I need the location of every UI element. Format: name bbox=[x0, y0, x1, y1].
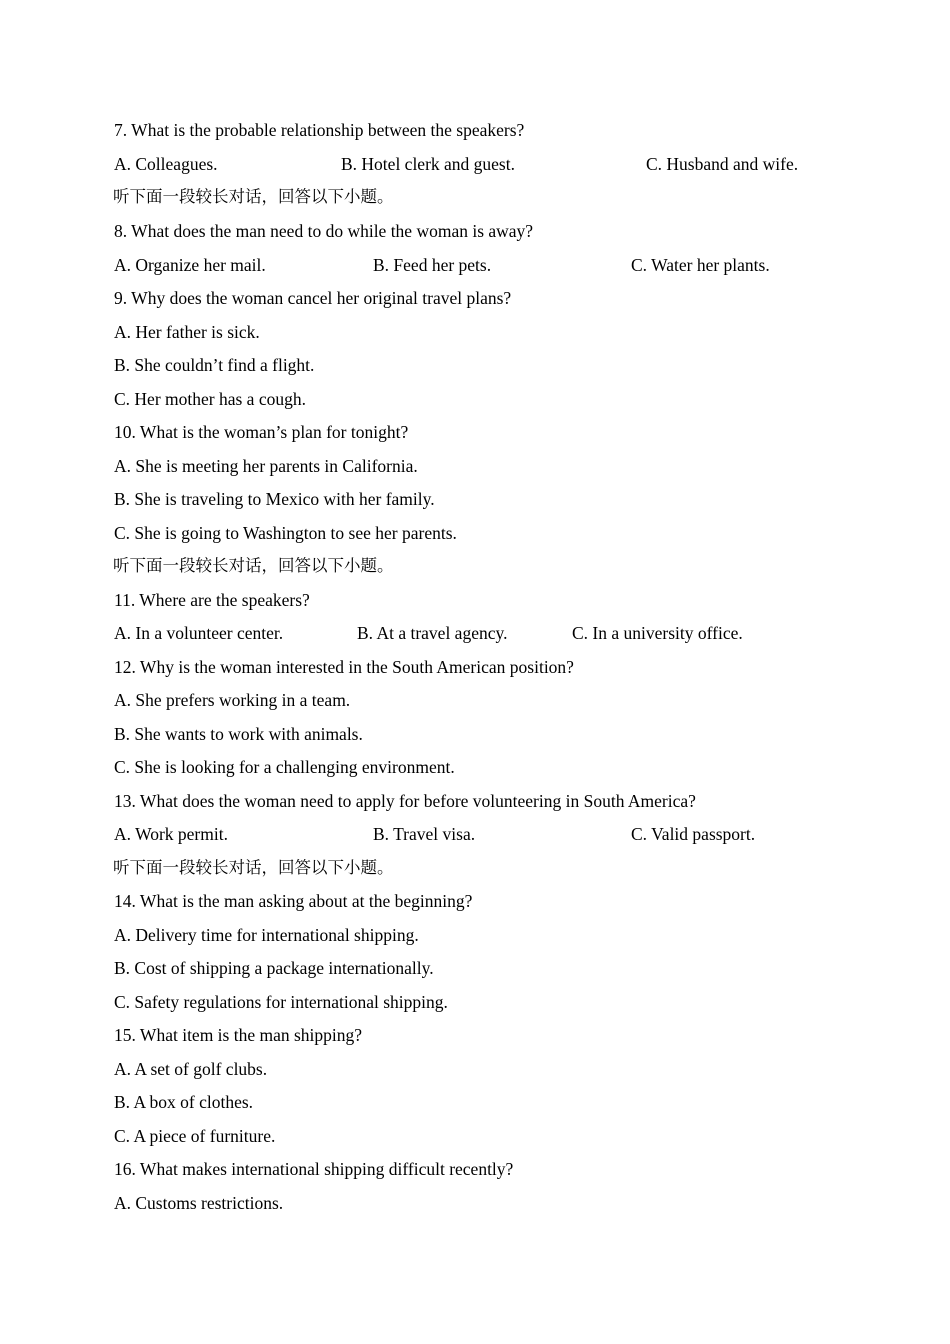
q15-option-c: C. A piece of furniture. bbox=[114, 1126, 276, 1146]
q10-option-c: C. She is going to Washington to see her parents. bbox=[114, 523, 457, 543]
q9-option-b: B. She couldn’t find a flight. bbox=[114, 355, 315, 375]
question-13-options bbox=[114, 822, 834, 846]
q9-option-c: C. Her mother has a cough. bbox=[114, 389, 306, 409]
q14-option-a: A. Delivery time for international shipping. bbox=[114, 925, 419, 945]
q13-option-c: C. Valid passport. bbox=[631, 824, 756, 844]
question-9: 9. Why does the woman cancel her original travel plans? bbox=[114, 288, 512, 308]
q12-option-b: B. She wants to work with animals. bbox=[114, 724, 363, 744]
section-instruction: 听下面一段较长对话，回答以下小题。 bbox=[113, 556, 394, 575]
question-7: 7. What is the probable relationship between the speakers? bbox=[114, 120, 525, 140]
q8-option-b: B. Feed her pets. bbox=[373, 255, 492, 275]
q13-option-a: A. Work permit. bbox=[114, 824, 228, 844]
section-instruction: 听下面一段较长对话，回答以下小题。 bbox=[113, 858, 394, 877]
question-8: 8. What does the man need to do while the woman is away? bbox=[114, 221, 534, 241]
q13-option-b: B. Travel visa. bbox=[373, 824, 476, 844]
q11-option-a: A. In a volunteer center. bbox=[114, 623, 284, 643]
q9-option-a: A. Her father is sick. bbox=[114, 322, 260, 342]
q15-option-a: A. A set of golf clubs. bbox=[114, 1059, 268, 1079]
q10-option-b: B. She is traveling to Mexico with her family. bbox=[114, 489, 435, 509]
question-16: 16. What makes international shipping difficult recently? bbox=[114, 1159, 514, 1179]
question-10: 10. What is the woman’s plan for tonight? bbox=[114, 422, 409, 442]
question-12: 12. Why is the woman interested in the South American position? bbox=[114, 657, 574, 677]
question-15: 15. What item is the man shipping? bbox=[114, 1025, 363, 1045]
section-instruction: 听下面一段较长对话，回答以下小题。 bbox=[113, 187, 394, 206]
q11-option-c: C. In a university office. bbox=[572, 623, 743, 643]
question-7-options bbox=[114, 152, 834, 176]
q7-option-a: A. Colleagues. bbox=[114, 154, 218, 174]
question-14: 14. What is the man asking about at the beginning? bbox=[114, 891, 473, 911]
q14-option-c: C. Safety regulations for international shipping. bbox=[114, 992, 448, 1012]
q10-option-a: A. She is meeting her parents in California. bbox=[114, 456, 418, 476]
q12-option-c: C. She is looking for a challenging environment. bbox=[114, 757, 455, 777]
q8-option-c: C. Water her plants. bbox=[631, 255, 770, 275]
question-11: 11. Where are the speakers? bbox=[114, 590, 310, 610]
question-8-options bbox=[114, 253, 834, 277]
q7-option-c: C. Husband and wife. bbox=[646, 154, 799, 174]
question-11-options bbox=[114, 621, 834, 645]
q7-option-b: B. Hotel clerk and guest. bbox=[341, 154, 515, 174]
q15-option-b: B. A box of clothes. bbox=[114, 1092, 254, 1112]
q16-option-a: A. Customs restrictions. bbox=[114, 1193, 284, 1213]
q14-option-b: B. Cost of shipping a package internationally. bbox=[114, 958, 434, 978]
q8-option-a: A. Organize her mail. bbox=[114, 255, 266, 275]
q12-option-a: A. She prefers working in a team. bbox=[114, 690, 351, 710]
q11-option-b: B. At a travel agency. bbox=[357, 623, 508, 643]
question-13: 13. What does the woman need to apply for before volunteering in South America? bbox=[114, 791, 696, 811]
